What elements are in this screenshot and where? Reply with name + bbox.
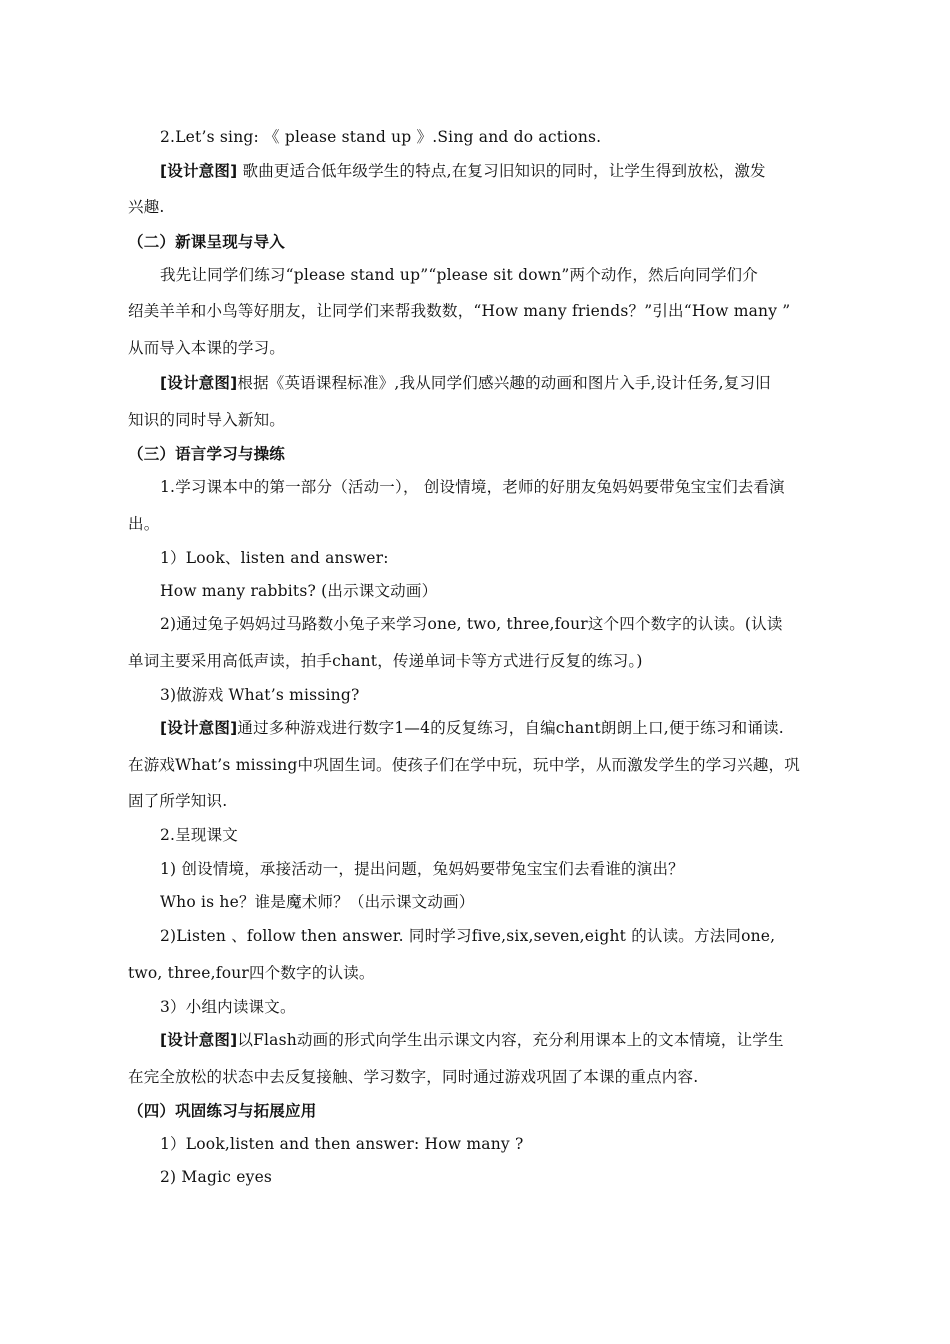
text-line: 2)通过兔子妈妈过马路数小兔子来学习one, two, three,four这个四个数字的认读。(认读 [160, 615, 783, 633]
text-line: 2) Magic eyes [160, 1168, 273, 1186]
text-line: 2.Let’s sing: 《 please stand up 》.Sing and do actions. [160, 128, 602, 146]
text-line-with-tag [160, 718, 784, 738]
design-intent-tag: [设计意图] [160, 162, 238, 180]
text-line: 从而导入本课的学习。 [128, 339, 286, 357]
design-intent-tag: [设计意图] [160, 374, 238, 392]
text-line: 知识的同时导入新知。 [128, 411, 286, 429]
text-line: Who is he？谁是魔术师？（出示课文动画） [160, 893, 475, 911]
text-line: 单词主要采用高低声读，拍手chant，传递单词卡等方式进行反复的练习。) [128, 652, 643, 670]
design-intent-tag: [设计意图] [160, 1031, 238, 1049]
text-line: 1.学习课本中的第一部分（活动一）， 创设情境，老师的好朋友兔妈妈要带兔宝宝们去看演 [160, 478, 785, 496]
text-line: 在游戏What’s missing中巩固生词。使孩子们在学中玩，玩中学，从而激发学生的学习兴趣，巩 [128, 756, 800, 774]
text-line: 绍美羊羊和小鸟等好朋友，让同学们来帮我数数，“How many friends？”引出“How many ” [128, 302, 791, 320]
text-line-body: 以Flash动画的形式向学生出示课文内容，充分利用课本上的文本情境，让学生 [237, 1031, 784, 1049]
text-line: How many rabbits? (出示课文动画） [160, 582, 438, 600]
text-line-with-tag [160, 373, 771, 393]
text-line: 3）小组内读课文。 [160, 998, 296, 1016]
text-line: 1）Look、listen and answer: [160, 549, 389, 567]
section-heading: （二）新课呈现与导入 [128, 233, 286, 251]
text-line: 固了所学知识. [128, 792, 228, 810]
text-line: two, three,four四个数字的认读。 [128, 964, 375, 982]
text-line: 3)做游戏 What’s missing? [160, 686, 360, 704]
text-line: 2.呈现课文 [160, 826, 238, 844]
text-line: 兴趣. [128, 198, 165, 216]
text-line: 1）Look,listen and then answer: How many ? [160, 1135, 524, 1153]
text-line: 2)Listen 、follow then answer. 同时学习five,six,seven,eight 的认读。方法同one, [160, 927, 776, 945]
text-line: 1) 创设情境，承接活动一，提出问题，兔妈妈要带兔宝宝们去看谁的演出？ [160, 860, 684, 878]
design-intent-tag: [设计意图] [160, 719, 238, 737]
text-line: 在完全放松的状态中去反复接触、学习数字，同时通过游戏巩固了本课的重点内容. [128, 1068, 699, 1086]
text-line-body: 歌曲更适合低年级学生的特点,在复习旧知识的同时，让学生得到放松，激发 [237, 162, 766, 180]
text-line-with-tag [160, 1030, 784, 1050]
text-line-body: 根据《英语课程标准》,我从同学们感兴趣的动画和图片入手,设计任务,复习旧 [237, 374, 771, 392]
text-line-with-tag [160, 161, 766, 181]
section-heading: （四）巩固练习与拓展应用 [128, 1102, 317, 1120]
text-line-body: 通过多种游戏进行数字1—4的反复练习，自编chant朗朗上口,便于练习和诵读. [237, 719, 784, 737]
section-heading: （三）语言学习与操练 [128, 445, 286, 463]
text-line: 出。 [128, 515, 160, 533]
text-line: 我先让同学们练习“please stand up”“please sit down”两个动作，然后向同学们介 [160, 266, 758, 284]
